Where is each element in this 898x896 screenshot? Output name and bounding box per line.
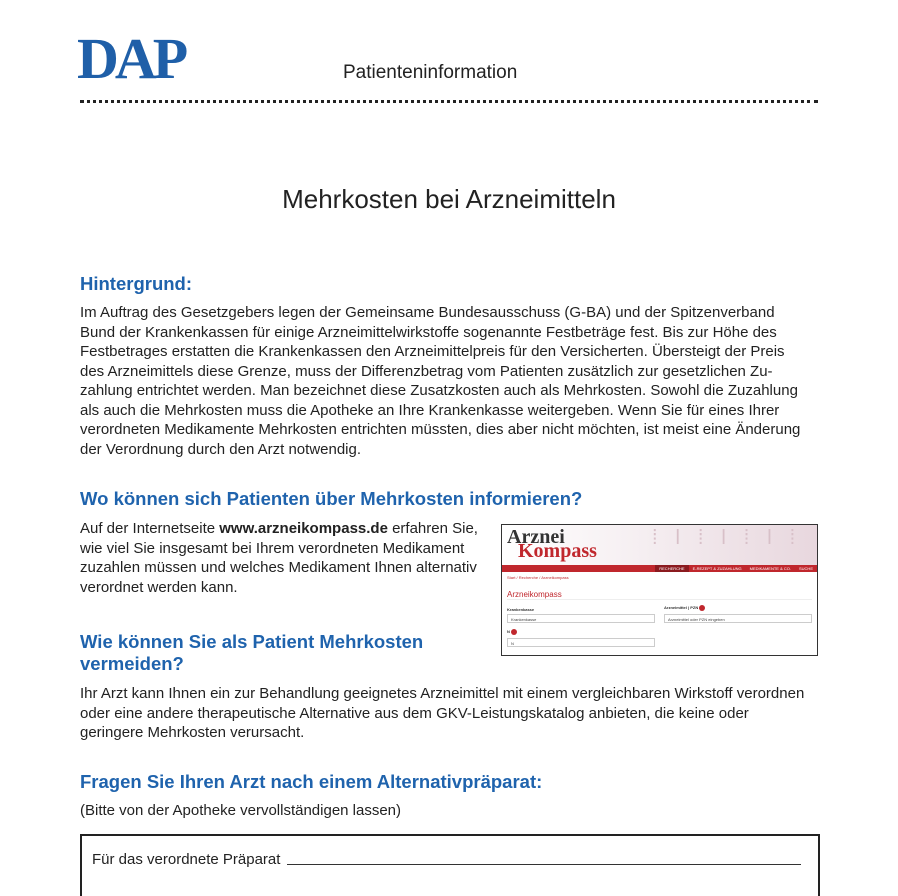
nav-item: RECHERCHE	[655, 565, 688, 572]
info-heading: Wo können sich Patienten über Mehrkosten informieren?	[80, 488, 583, 509]
background-paragraph	[80, 303, 800, 459]
paragraph-line: Bund der Krankenkassen für einige Arzneimittelwirkstoffe sogenannte Festbeträge fest. Bis zur Höhe des	[80, 323, 777, 341]
ask-heading: Fragen Sie Ihren Arzt nach einem Alternativpräparat:	[80, 771, 543, 792]
screenshot-breadcrumb: Start / Recherche / Arzneikompass	[507, 575, 569, 580]
screenshot-divider	[507, 599, 812, 600]
screenshot-brand-line1: Arznei	[507, 526, 565, 548]
info-suffix: erfahren Sie,	[387, 520, 478, 537]
nav-item: MEDIKAMENTE & CO.	[749, 566, 791, 571]
screenshot-brand-line2: Kompass	[518, 540, 597, 562]
pzn-field: Arzneimittel oder PZN eingeben	[664, 614, 812, 623]
paragraph-line: verordnet werden kann.	[80, 578, 238, 596]
screenshot-nav	[502, 565, 817, 572]
avoid-heading	[80, 631, 423, 675]
paragraph-line: Im Auftrag des Gesetzgebers legen der Gemeinsame Bundesausschuss (G-BA) und der Spitzenverband	[80, 304, 775, 321]
arzneikompass-link[interactable]: www.arzneikompass.de	[219, 520, 388, 537]
arzneikompass-screenshot	[501, 524, 818, 656]
paragraph-line: des Arzneimittels diese Grenze, muss der Differenzbetrag vom Patienten zusätzlich zur gesetzlichen Zu-	[80, 362, 773, 380]
page-title: Mehrkosten bei Arzneimitteln	[282, 184, 616, 214]
form-input-line[interactable]	[287, 864, 801, 865]
label-pzn: Arzneimittel | PZN	[664, 605, 699, 611]
avoid-paragraph	[80, 684, 804, 743]
paragraph-line: zahlung entrichtet werden. Man bezeichnet diese Zusatzkosten auch als Mehrkosten. Sowohl die Zuzahlung	[80, 382, 798, 399]
paragraph-line: zuzahlen müssen und welches Medikament Ihnen alternativ	[80, 559, 477, 576]
banner-decoration: ⁞ ǀ ⁞ ǀ ⁞ ǀ ⁞	[652, 527, 802, 549]
kasse-select: Krankenkasse	[507, 614, 655, 623]
paragraph-line: wie viel Sie insgesamt bei Ihrem verordneten Medikament	[80, 539, 465, 557]
n-field: N	[507, 638, 655, 647]
dap-logo: DAP	[77, 26, 185, 91]
paragraph-line: geringere Mehrkosten verursacht.	[80, 724, 305, 741]
info-prefix: Auf der Internetseite	[80, 520, 220, 537]
paragraph-line: Ihr Arzt kann Ihnen ein zur Behandlung geeignetes Arzneimittel mit einem vergleichbaren Wirkstoff verordnen	[80, 685, 805, 702]
label-n-wrap	[507, 629, 517, 635]
ask-note: (Bitte von der Apotheke vervollständigen lassen)	[80, 802, 402, 819]
paragraph-line: oder eine andere therapeutische Alternative aus dem GKV-Leistungskatalog anbieten, die keine oder	[80, 704, 749, 722]
paragraph-line	[80, 519, 478, 539]
avoid-heading-line: Wie können Sie als Patient Mehrkosten	[80, 631, 424, 652]
screenshot-section-title: Arzneikompass	[507, 590, 562, 599]
paragraph-line: verordneten Medikamente Mehrkosten entrichten müssten, dies aber nicht möchten, ist meist eine Änderung	[80, 421, 801, 438]
header-divider	[80, 100, 818, 103]
nav-item: SUCHE	[798, 566, 813, 571]
form-label-prescribed: Für das verordnete Präparat	[92, 851, 281, 868]
header-title: Patienteninformation	[343, 62, 518, 83]
label-kasse: Krankenkasse	[507, 607, 535, 612]
info-icon	[511, 629, 517, 635]
label-n: N	[507, 629, 510, 635]
nav-item: E-REZEPT & ZUZAHLUNG	[692, 566, 742, 571]
paragraph-line: Festbetrages erstatten die Krankenkassen den Arzneimittelpreis für den Versicherten. Übersteigt der Preis	[80, 343, 785, 360]
background-heading: Hintergrund:	[80, 273, 193, 294]
avoid-heading-line: vermeiden?	[80, 653, 184, 674]
info-icon	[699, 605, 705, 611]
info-paragraph	[80, 519, 478, 597]
paragraph-line: als auch die Mehrkosten muss die Apotheke an Ihre Krankenkasse weitergeben. Wenn Sie für eines Ihrer	[80, 401, 780, 419]
label-pzn-wrap	[664, 605, 705, 611]
paragraph-line: der Verordnung durch den Arzt notwendig.	[80, 440, 362, 458]
